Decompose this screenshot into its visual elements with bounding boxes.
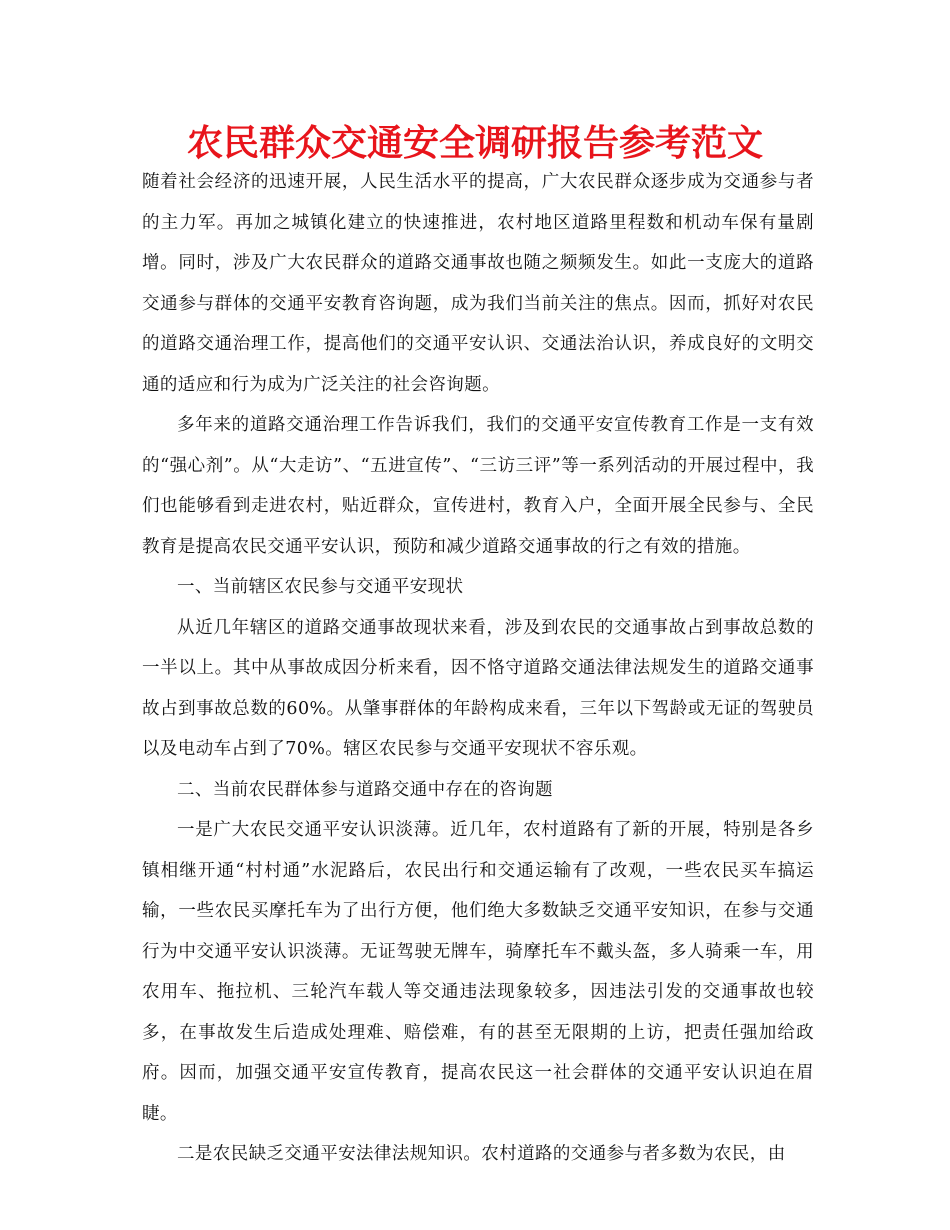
paragraph: 二是农民缺乏交通平安法律法规知识。农村道路的交通参与者多数为农民，由	[177, 1144, 786, 1164]
paragraph: 随着社会经济的迅速开展，人民生活水平的提高，广大农民群众逐步成为交通参与者的主力军。再加之城镇化建立的快速推进，农村地区道路里程数和机动车保有量剧增。同时，涉及广大农民群众的道路交通事故也随之频频发生。如此一支庞大的道路交通参与群体的交通平安教育咨询题，成为我们当前关注的焦点。因而，抓好对农民的道路交通治理工作，提高他们的交通平安认识、交通法治认识，养成良好的文明交通的适应和行为成为广泛关注的社会咨询题。	[142, 172, 814, 395]
document-title: 农民群众交通安全调研报告参考范文	[186, 123, 763, 164]
section-heading: 一、当前辖区农民参与交通平安现状	[177, 577, 464, 597]
paragraph: 从近几年辖区的道路交通事故现状来看，涉及到农民的交通事故占到事故总数的一半以上。其中从事故成因分析来看，因不恪守道路交通法律法规发生的道路交通事故占到事故总数的60%。从肇事群体的年龄构成来看，三年以下驾龄或无证的驾驶员以及电动车占到了70%。辖区农民参与交通平安现状不容乐观。	[142, 617, 814, 759]
section-heading: 二、当前农民群体参与道路交通中存在的咨询题	[177, 779, 553, 800]
document-body	[142, 162, 814, 1175]
paragraph: 多年来的道路交通治理工作告诉我们，我们的交通平安宣传教育工作是一支有效的“强心剂”。从“大走访”、“五进宣传”、“三访三评”等一系列活动的开展过程中，我们也能够看到走进农村，贴近群众，宣传进村，教育入户，全面开展全民参与、全民教育是提高农民交通平安认识，预防和减少道路交通事故的行之有效的措施。	[142, 415, 814, 557]
paragraph: 一是广大农民交通平安认识淡薄。近几年，农村道路有了新的开展，特别是各乡镇相继开通“村村通”水泥路后，农民出行和交通运输有了改观，一些农民买车搞运输，一些农民买摩托车为了出行方便，他们绝大多数缺乏交通平安知识，在参与交通行为中交通平安认识淡薄。无证驾驶无牌车，骑摩托车不戴头盔，多人骑乘一车，用农用车、拖拉机、三轮汽车载人等交通违法现象较多，因违法引发的交通事故也较多，在事故发生后造成处理难、赔偿难，有的甚至无限期的上访，把责任强加给政府。因而，加强交通平安宣传教育，提高农民这一社会群体的交通平安认识迫在眉睫。	[142, 820, 814, 1124]
